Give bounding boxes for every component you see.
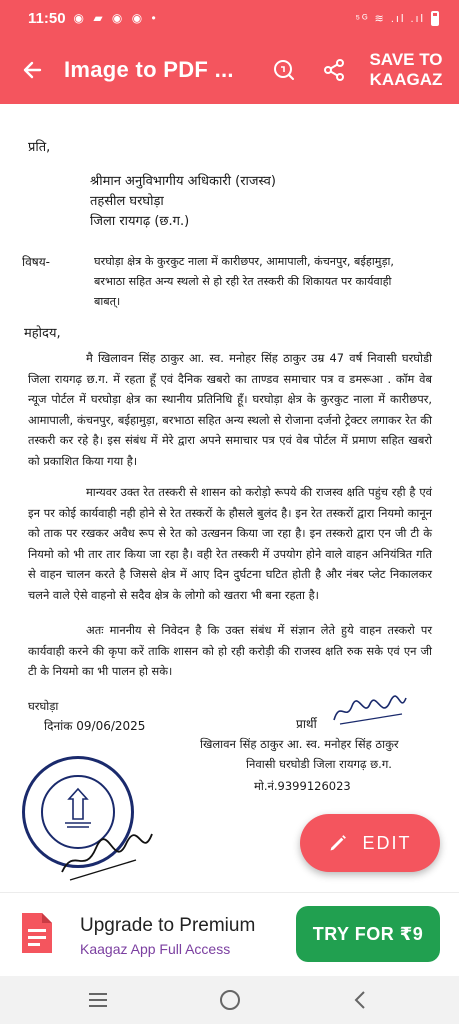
doc-subject-1: घरघोड़ा क्षेत्र के कुरकुट नाला में कारीछपर, आमापाली, कंचनपुर, बईहामुड़ा, <box>94 255 394 268</box>
doc-applicant-phone: मो.नं.9399126023 <box>254 779 351 793</box>
doc-applicant-name: खिलावन सिंह ठाकुर आ. स्व. मनोहर सिंह ठाकुर <box>200 737 399 751</box>
share-button[interactable] <box>316 36 352 104</box>
recents-icon <box>88 992 108 1008</box>
save-label-line2: KAAGAZ <box>369 70 443 89</box>
premium-title: Upgrade to Premium <box>80 915 256 936</box>
arrow-left-icon <box>20 58 44 82</box>
doc-date: दिनांक 09/06/2025 <box>44 719 146 733</box>
battery-icon <box>431 11 439 26</box>
pencil-icon <box>328 833 348 853</box>
doc-addressee-2: तहसील घरघोड़ा <box>90 194 164 209</box>
applicant-signature <box>330 692 410 728</box>
back-button[interactable] <box>0 36 64 104</box>
doc-place: घरघोड़ा <box>28 699 59 713</box>
home-button[interactable] <box>200 976 260 1024</box>
doc-subject-label: विषय- <box>22 255 51 269</box>
app-bar <box>0 36 459 104</box>
edit-label: EDIT <box>362 832 412 853</box>
notification-icons: ◉ ▰ ◉ ◉ • <box>73 11 159 25</box>
doc-subject-3: बाबत्। <box>94 295 121 308</box>
zoom-button[interactable] <box>266 36 302 104</box>
try-premium-button[interactable]: TRY FOR ₹9 <box>296 906 440 962</box>
save-label-line1: SAVE TO <box>369 50 443 69</box>
network-icons: ⁵ᴳ ≋ .ıl .ıl <box>355 12 425 25</box>
home-icon <box>219 989 241 1011</box>
status-bar <box>0 0 459 36</box>
save-to-kaagaz-button[interactable] <box>364 50 448 90</box>
doc-addressee-1: श्रीमान अनुविभागीय अधिकारी (राजस्व) <box>90 174 276 189</box>
document-preview[interactable] <box>0 104 459 892</box>
status-right <box>355 11 439 26</box>
officer-signature <box>56 826 156 886</box>
doc-subject-2: बरभाठा सहित अन्य स्थलो से हो रही रेत तस्करी की शिकायत पर कार्यवाही <box>94 275 392 288</box>
premium-subtitle: Kaagaz App Full Access <box>80 941 231 957</box>
back-icon <box>353 990 367 1010</box>
doc-paragraph-1-text: मै खिलावन सिंह ठाकुर आ. स्व. मनोहर सिंह ठाकुर उम्र 47 वर्ष निवासी घरघोडी जिला रायगढ़ छ.ग. में रहता हूँ एवं दैनिक खबरो का ताण्डव समाचार पत्र व डमरूआ . कॉम वेब न्यूज पोर्टल में घरघोड़ा क्षेत्र का स्थानीय प्रतिनिधि हूँ। घरघोड़ा क्षेत्र के कुरकुट नाला में कारीछपर, आमापाली, कंचनपुर, बईहामुड़ा, बरभाठा सहित अन्य स्थलो से रोजाना दर्जनो ट्रेक्टर लगाकर रेत की तस्करी कर रहे है। इस संबंध में मेरे द्वारा अपने समाचार पत्र एवं वेब पोर्टल में प्रमाण सहित खबरो को प्रकाशित किया गया है। <box>28 351 432 468</box>
edit-button[interactable] <box>300 814 440 872</box>
doc-applicant-address: निवासी घरघोडी जिला रायगढ़ छ.ग. <box>246 757 392 771</box>
doc-paragraph-2-text: मान्यवर उक्त रेत तस्करी से शासन को करोड़ो रूपये की राजस्व क्षति पहुंच रही है एवं इन पर कोई कार्यवाही नही होने से रेत तस्करों के हौसले बुलंद है। इन रेत तस्करों द्वारा नियमो कानून को ताक पर रखकर अवैध रूप से रेत को उत्खनन किया जा रहा है। इन तस्करो द्वारा एन जी टी के नियमो को भी तार तार किया जा रहा है। वही रेत तस्करी में उपयोग होने वाले वाहन अनियंत्रित गति से वाहन चालन करते है जिससे क्षेत्र में आए दिन दुर्घटना घटित होती है और नंबर प्लेट निकालकर चलने वाले ऐसे वाहनो से सदैव क्षेत्र के लोगो को खतरा भी बना रहता है। <box>28 485 432 602</box>
page-title: Image to PDF ... <box>64 57 234 82</box>
doc-paragraph-3 <box>28 620 432 682</box>
document-icon <box>16 911 54 955</box>
doc-paragraph-2 <box>28 482 432 606</box>
system-nav-bar <box>0 976 459 1024</box>
doc-addressee-3: जिला रायगढ़ (छ.ग.) <box>90 214 190 229</box>
doc-paragraph-3-text: अतः माननीय से निवेदन है कि उक्त संबंध में संज्ञान लेते हुये वाहन तस्करो पर कार्यवाही करने की कृपा करें ताकि शासन को हो रही करोड़ी की राजस्व क्षति रुक सके एवं एन जी टी के नियमो का भी पालन हो सके। <box>28 623 432 679</box>
recents-button[interactable] <box>68 976 128 1024</box>
doc-applicant-label: प्रार्थी <box>296 717 317 731</box>
search-icon <box>272 58 296 82</box>
doc-prati: प्रति, <box>28 140 51 155</box>
status-time: 11:50 <box>28 9 66 27</box>
share-icon <box>322 58 346 82</box>
doc-paragraph-1 <box>28 348 432 472</box>
doc-salutation: महोदय, <box>24 326 61 341</box>
system-back-button[interactable] <box>330 976 390 1024</box>
